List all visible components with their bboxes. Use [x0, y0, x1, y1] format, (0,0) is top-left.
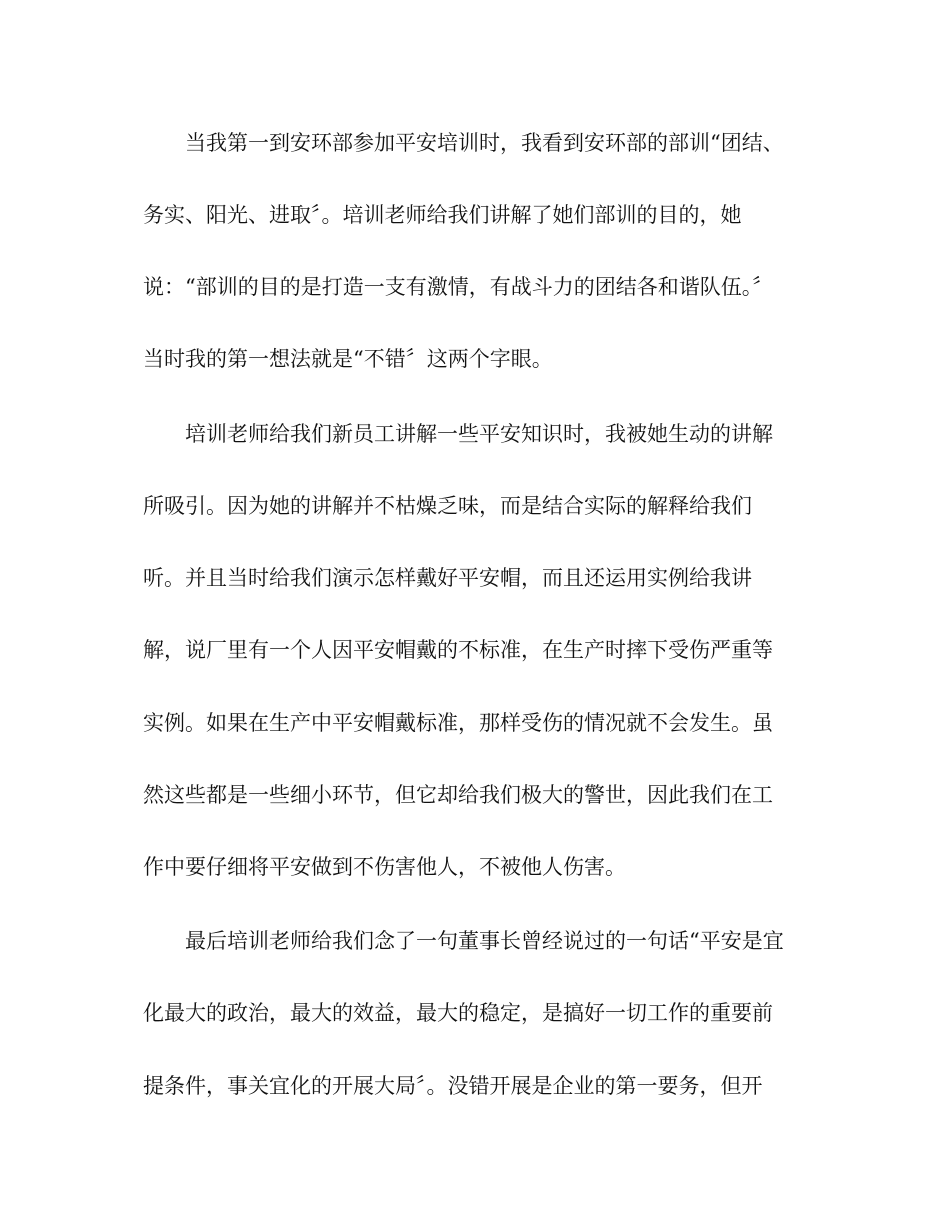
- paragraph-2-line-7: 作中要仔细将平安做到不伤害他人，不被他人伤害。: [143, 855, 626, 879]
- paragraph-1-line-4: 当时我的第一想法就是“不错〞这两个字眼。: [143, 347, 553, 371]
- paragraph-2-line-1: 培训老师给我们新员工讲解一些平安知识时，我被她生动的讲解: [185, 422, 773, 446]
- paragraph-3-line-3: 提条件，事关宜化的开展大局〞。没错开展是企业的第一要务，但开: [143, 1074, 763, 1098]
- paragraph-3-line-1: 最后培训老师给我们念了一句董事长曾经说过的一句话“平安是宜: [185, 929, 784, 953]
- paragraph-3-line-2: 化最大的政治，最大的效益，最大的稳定，是搞好一切工作的重要前: [143, 1001, 773, 1025]
- paragraph-1-line-3: 说：“部训的目的是打造一支有激情，有战斗力的团结各和谐队伍。〞: [143, 275, 774, 299]
- paragraph-1-line-2: 务实、阳光、进取〞。培训老师给我们讲解了她们部训的目的，她: [143, 203, 742, 227]
- paragraph-2-line-4: 解，说厂里有一个人因平安帽戴的不标准，在生产时摔下受伤严重等: [143, 638, 773, 662]
- paragraph-2-line-5: 实例。如果在生产中平安帽戴标准，那样受伤的情况就不会发生。虽: [143, 711, 773, 735]
- paragraph-2-line-2: 所吸引。因为她的讲解并不枯燥乏味，而是结合实际的解释给我们: [143, 494, 752, 518]
- paragraph-2-line-6: 然这些都是一些细小环节，但它却给我们极大的警世，因此我们在工: [143, 783, 773, 807]
- paragraph-1-line-1: 当我第一到安环部参加平安培训时，我看到安环部的部训“团结、: [185, 131, 784, 155]
- paragraph-2-line-3: 听。并且当时给我们演示怎样戴好平安帽，而且还运用实例给我讲: [143, 566, 752, 590]
